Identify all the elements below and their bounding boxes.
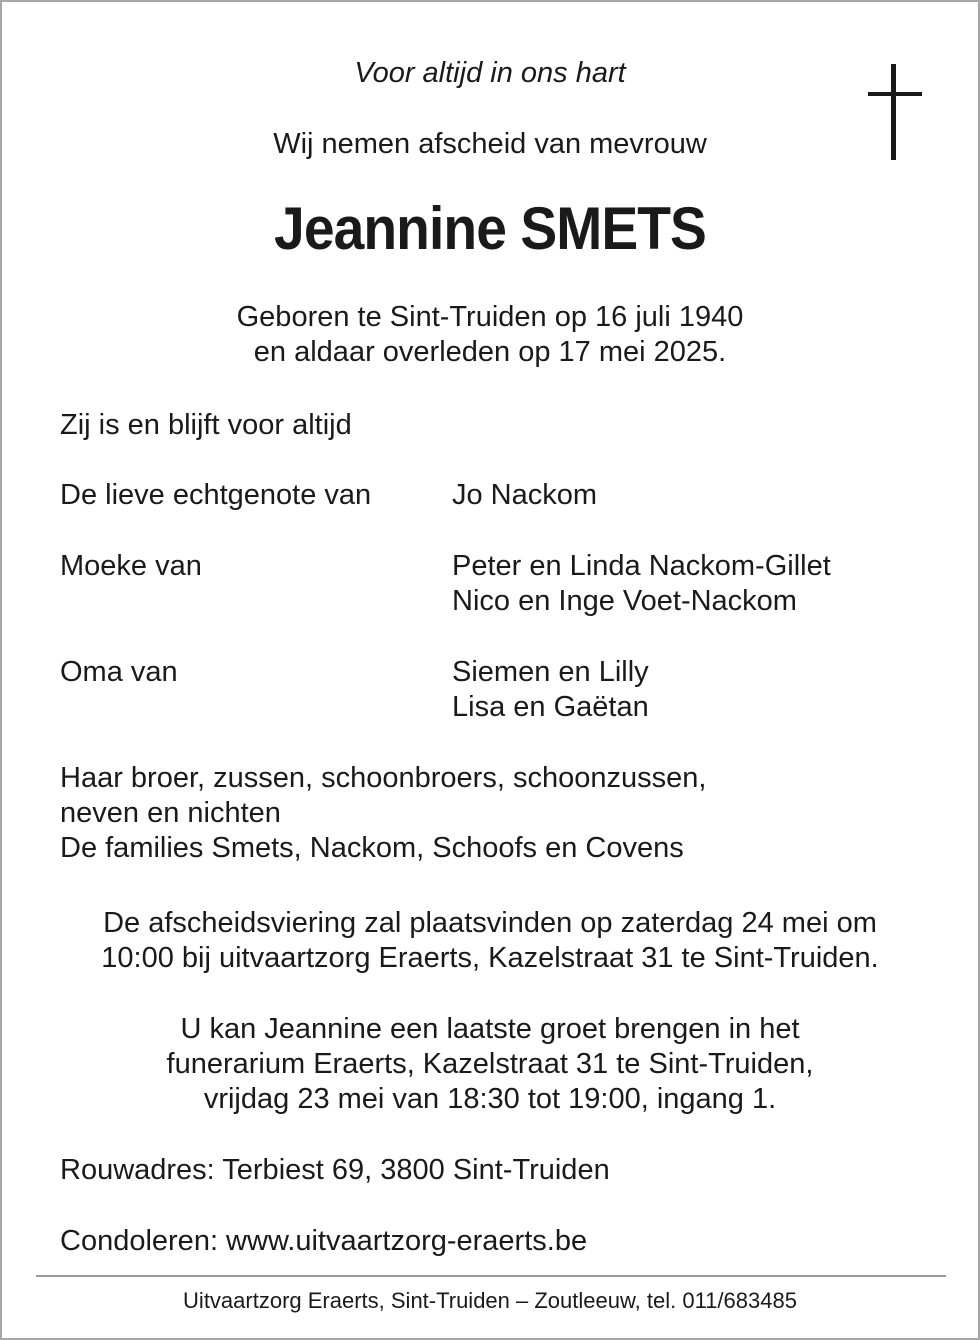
relation-label-spouse: De lieve echtgenote van — [60, 479, 372, 511]
funeral-home-footer: Uitvaartzorg Eraerts, Sint-Truiden – Zoutleeuw, tel. 011/683485 — [183, 1288, 797, 1313]
ceremony-line: 10:00 bij uitvaartzorg Eraerts, Kazelstraat 31 te Sint-Truiden. — [101, 942, 879, 974]
relation-name-spouse: Jo Nackom — [452, 479, 598, 511]
footer-divider — [36, 1275, 946, 1277]
visitation-line: funerarium Eraerts, Kazelstraat 31 te Sint-Truiden, — [166, 1048, 814, 1080]
family-line: neven en nichten — [60, 797, 281, 829]
motto: Voor altijd in ons hart — [354, 57, 626, 89]
remembrance-line: Zij is en blijft voor altijd — [60, 409, 352, 441]
cross-icon-horizontal-bar — [868, 92, 922, 96]
visitation-line: vrijdag 23 mei van 18:30 tot 19:00, ingang 1. — [203, 1083, 777, 1115]
family-line: Haar broer, zussen, schoonbroers, schoonzussen, — [60, 762, 707, 794]
visitation-line: U kan Jeannine een laatste groet brengen in het — [180, 1013, 800, 1045]
mourning-address: Rouwadres: Terbiest 69, 3800 Sint-Truiden — [60, 1154, 610, 1186]
relation-label-children: Moeke van — [60, 550, 202, 582]
death-line: en aldaar overleden op 17 mei 2025. — [253, 336, 727, 368]
birth-line: Geboren te Sint-Truiden op 16 juli 1940 — [236, 301, 744, 333]
deceased-name: Jeannine SMETS — [274, 195, 706, 262]
relation-name-child-2: Nico en Inge Voet-Nackom — [452, 585, 797, 617]
family-line: De families Smets, Nackom, Schoofs en Covens — [60, 832, 684, 864]
relation-name-grandchild-2: Lisa en Gaëtan — [452, 691, 649, 723]
condolences-line: Condoleren: www.uitvaartzorg-eraerts.be — [60, 1225, 588, 1257]
intro-line: Wij nemen afscheid van mevrouw — [273, 128, 707, 160]
relation-name-grandchild-1: Siemen en Lilly — [452, 656, 649, 688]
ceremony-line: De afscheidsviering zal plaatsvinden op zaterdag 24 mei om — [103, 907, 877, 939]
relation-name-child-1: Peter en Linda Nackom-Gillet — [452, 550, 831, 582]
relation-label-grandchildren: Oma van — [60, 656, 178, 688]
